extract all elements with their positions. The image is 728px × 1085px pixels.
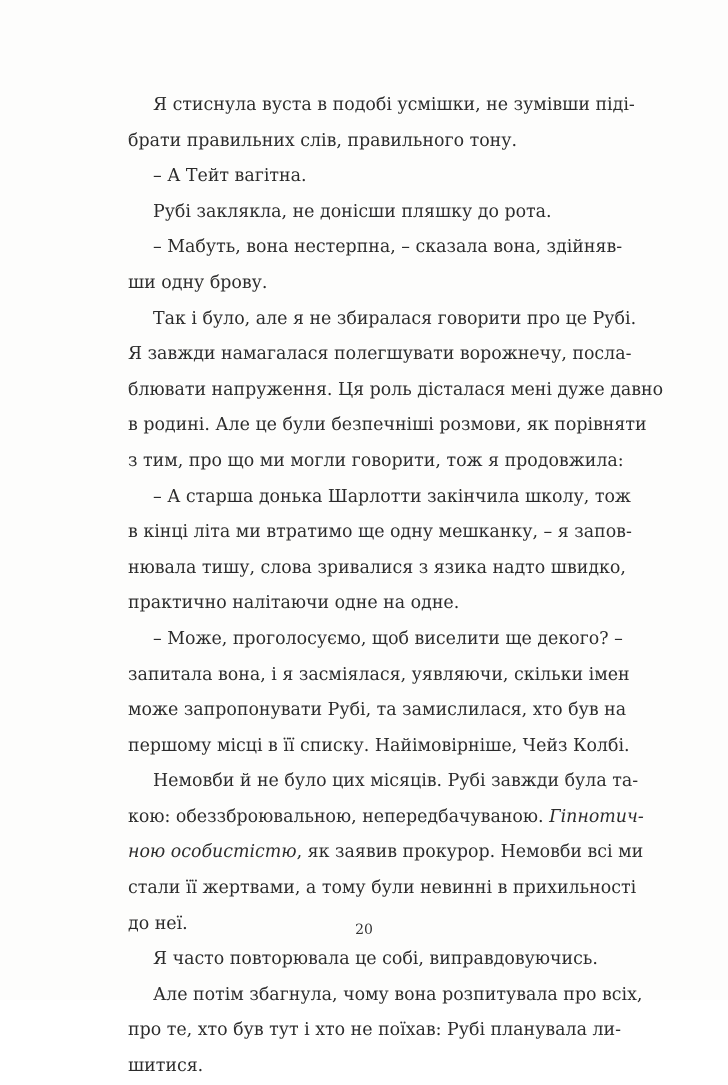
page-number: 20 [355, 922, 373, 938]
text-line: з тим, про що ми могли говорити, тож я продовжила: [128, 450, 624, 471]
text-line [128, 800, 644, 836]
text-line: про те, хто був тут і хто не поїхав: Рубі планувала ли- [128, 1020, 621, 1041]
text-segment: кою: обеззброювальною, непередбачуваною. [128, 806, 544, 827]
text-line [128, 835, 644, 871]
text-line: шитися. [128, 1056, 204, 1077]
text-line: стали її жертвами, а тому були невинні в прихильності [128, 878, 637, 899]
text-line: до неї. [128, 913, 188, 934]
text-line: Рубі заклякла, не донісши пляшку до рота. [153, 201, 552, 222]
text-line: Я завжди намагалася полегшувати ворожнечу, посла- [128, 344, 632, 365]
italic-text: Гіпнотич- [549, 806, 644, 827]
text-line: практично налітаючи одне на одне. [128, 593, 460, 614]
text-line: запитала вона, і я засміялася, уявляючи, скільки імен [128, 664, 630, 685]
text-line: Я часто повторювала це собі, виправдовуючись. [153, 949, 598, 970]
text-line: – А Тейт вагітна. [153, 166, 307, 187]
text-line: блювати напруження. Ця роль дісталася мені дуже давно [128, 379, 664, 400]
text-line: може запропонувати Рубі, та замислилася, хто був на [128, 700, 627, 721]
text-line: в родині. Але це були безпечніші розмови, як порівняти [128, 415, 647, 436]
text-line: ши одну брову. [128, 272, 268, 293]
text-line: нювала тишу, слова зривалися з язика надто швидко, [128, 557, 626, 578]
text-segment: , як заявив прокурор. Немовби всі ми [296, 842, 644, 863]
text-line: в кінці літа ми втратимо ще одну мешканку, – я запов- [128, 522, 632, 543]
italic-text: ною особистістю [128, 842, 297, 863]
text-line: – Може, проголосуємо, щоб виселити ще декого? – [153, 628, 623, 649]
text-line: – А старша донька Шарлотти закінчила школу, тож [153, 486, 631, 507]
text-line: брати правильних слів, правильного тону. [128, 130, 518, 151]
text-line: Немовби й не було цих місяців. Рубі завжди була та- [153, 771, 639, 792]
text-line: Так і було, але я не збиралася говорити про це Рубі. [153, 308, 637, 329]
text-line: першому місці в її списку. Найімовірніше, Чейз Колбі. [128, 735, 630, 756]
text-line: Я стиснула вуста в подобі усмішки, не зумівши піді- [153, 95, 635, 115]
text-line: Але потім збагнула, чому вона розпитувала про всіх, [153, 984, 643, 1005]
text-line: – Мабуть, вона нестерпна, – сказала вона, здійняв- [153, 237, 623, 258]
